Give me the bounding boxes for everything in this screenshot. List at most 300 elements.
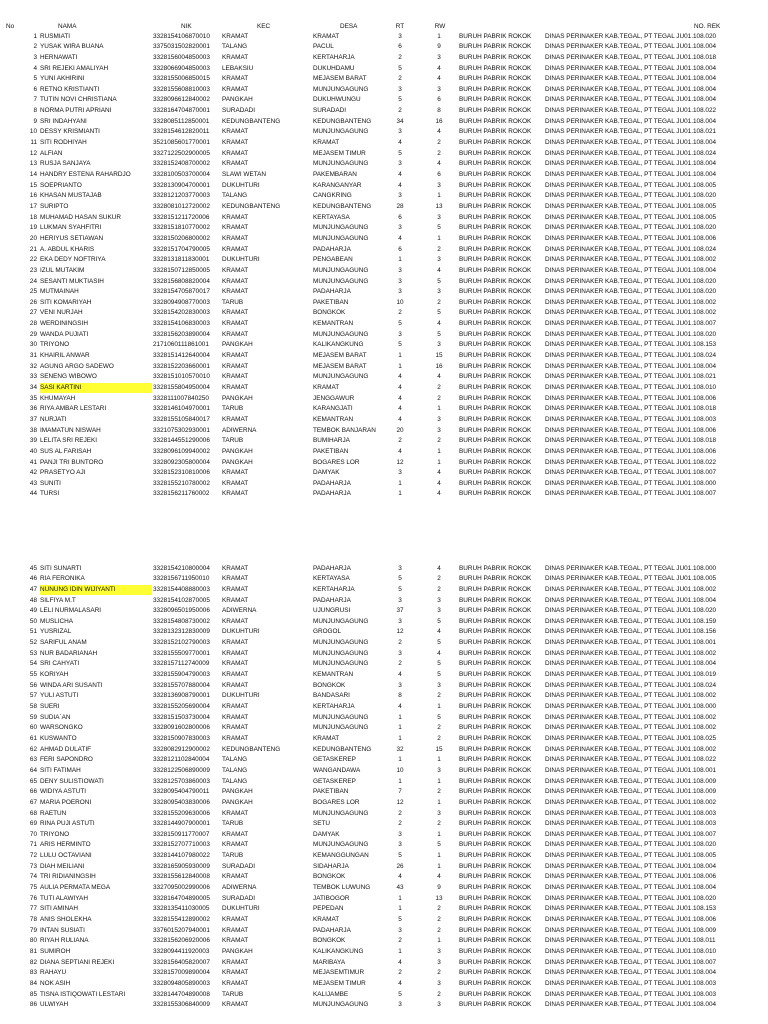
cell-rt: 6 — [398, 43, 402, 51]
cell-rt: 4 — [398, 405, 402, 413]
cell-rw: 5 — [437, 841, 441, 849]
cell-nik: 3328151503730004 — [153, 713, 210, 721]
cell-dinas: DINAS PERINAKER KAB.TEGAL, PT TEGAL JU01.108.005 — [545, 202, 717, 210]
cell-rt: 1 — [398, 490, 402, 498]
cell-rt: 3 — [398, 649, 402, 657]
cell-desa: PADAHARJA — [313, 596, 351, 604]
cell-job: BURUH PABRIK ROKOK — [459, 681, 532, 689]
cell-rt: 3 — [398, 564, 402, 572]
cell-no: 38 — [29, 426, 37, 434]
cell-rt: 3 — [398, 330, 402, 338]
cell-kec: KRAMAT — [222, 564, 249, 572]
table-row — [0, 223, 768, 233]
cell-rt: 5 — [398, 96, 402, 104]
cell-desa: MUNJUNGAGUNG — [313, 809, 369, 817]
cell-rw: 2 — [437, 245, 441, 253]
cell-no: 17 — [29, 202, 37, 210]
cell-kec: TALANG — [222, 777, 248, 785]
cell-rt: 1 — [398, 256, 402, 264]
cell-no: 81 — [29, 947, 37, 955]
cell-rw: 9 — [437, 43, 441, 51]
table-row — [0, 766, 768, 776]
cell-job: BURUH PABRIK ROKOK — [459, 947, 532, 955]
table-row — [0, 723, 768, 733]
cell-no: 39 — [29, 437, 37, 445]
table-row — [0, 170, 768, 180]
cell-kec: KRAMAT — [222, 32, 249, 40]
cell-dinas: DINAS PERINAKER KAB.TEGAL, PT TEGAL JU01.108.002 — [545, 585, 717, 593]
cell-no: 15 — [29, 181, 37, 189]
cell-nama: YUSRIZAL — [40, 628, 72, 636]
cell-rt: 5 — [398, 149, 402, 157]
cell-rt: 2 — [398, 75, 402, 83]
cell-rw: 4 — [437, 160, 441, 168]
cell-rw: 9 — [437, 884, 441, 891]
cell-no: 45 — [29, 564, 37, 572]
cell-job: BURUH PABRIK ROKOK — [459, 341, 532, 349]
cell-nik: 3376015207940001 — [153, 926, 210, 934]
cell-kec: PANGKAH — [222, 447, 253, 455]
table-row — [0, 798, 768, 808]
table-row — [0, 319, 768, 329]
cell-nama: TISNA ISTIQOWATI LESTARI — [40, 990, 126, 998]
cell-nama: SENENG WIBOWO — [40, 373, 97, 381]
cell-nama: RUSJA SANJAYA — [40, 160, 91, 168]
cell-nama: NUR BADARIANAH — [40, 649, 98, 657]
cell-rt: 3 — [398, 128, 402, 136]
cell-job: BURUH PABRIK ROKOK — [459, 894, 532, 902]
cell-no: 40 — [29, 447, 37, 455]
cell-job: BURUH PABRIK ROKOK — [459, 724, 532, 732]
cell-nama: TUTI ALAWIYAH — [40, 894, 88, 902]
cell-rt: 12 — [396, 458, 404, 466]
cell-desa: PADAHARJA — [313, 288, 351, 296]
cell-no: 52 — [29, 639, 37, 646]
cell-dinas: DINAS PERINAKER KAB.TEGAL, PT TEGAL JU01.108.000 — [545, 479, 717, 487]
cell-job: BURUH PABRIK ROKOK — [459, 969, 532, 977]
cell-nik: 3328155306840009 — [153, 1001, 210, 1009]
cell-dinas: DINAS PERINAKER KAB.TEGAL, PT TEGAL JU01.108.002 — [545, 649, 717, 657]
cell-kec: KRAMAT — [222, 639, 249, 646]
cell-rt: 1 — [398, 362, 402, 370]
cell-nama: WARSONGKO — [40, 724, 83, 732]
cell-job: BURUH PABRIK ROKOK — [459, 43, 532, 51]
cell-dinas: DINAS PERINAKER KAB.TEGAL, PT TEGAL JU01.108.018 — [545, 53, 717, 61]
cell-rw: 2 — [437, 575, 441, 583]
cell-rw: 2 — [437, 926, 441, 934]
cell-kec: SLAWI WETAN — [222, 171, 267, 178]
cell-job: BURUH PABRIK ROKOK — [459, 862, 532, 870]
cell-no: 18 — [29, 213, 37, 221]
cell-rw: 5 — [437, 309, 441, 317]
cell-nama: PANJI TRI BUNTORO — [40, 458, 104, 466]
cell-job: BURUH PABRIK ROKOK — [459, 490, 532, 498]
table-row — [0, 436, 768, 446]
cell-rt: 3 — [398, 85, 402, 93]
cell-rw: 5 — [437, 713, 441, 721]
table-row — [0, 819, 768, 829]
cell-kec: KRAMAT — [222, 469, 249, 477]
cell-nik: 3328154408880003 — [153, 585, 210, 593]
cell-job: BURUH PABRIK ROKOK — [459, 1001, 532, 1009]
cell-desa: DUKUHDAMU — [313, 64, 355, 72]
cell-kec: KRAMAT — [222, 649, 249, 657]
cell-rw: 3 — [437, 766, 441, 774]
cell-rw: 1 — [437, 756, 441, 764]
cell-rw: 5 — [437, 660, 441, 668]
cell-kec: KRAMAT — [222, 139, 249, 146]
cell-nik: 3328154202830003 — [153, 309, 210, 317]
cell-no: 50 — [29, 617, 37, 625]
cell-nik: 3328066904850003 — [153, 64, 210, 72]
cell-job: BURUH PABRIK ROKOK — [459, 703, 532, 710]
cell-kec: KRAMAT — [222, 830, 249, 838]
cell-dinas: DINAS PERINAKER KAB.TEGAL, PT TEGAL JU01.108.009 — [545, 788, 717, 796]
cell-nama: MUTMAINAH — [40, 288, 79, 296]
table-row — [0, 851, 768, 861]
cell-rw: 1 — [437, 32, 441, 40]
table-row — [0, 351, 768, 361]
cell-no: 16 — [29, 192, 37, 200]
cell-nik: 3328164704870001 — [153, 107, 210, 114]
table-row — [0, 287, 768, 297]
cell-rw: 2 — [437, 990, 441, 998]
cell-desa: TEMBOK LUWUNG — [313, 884, 371, 891]
cell-dinas: DINAS PERINAKER KAB.TEGAL, PT TEGAL JU01.108.004 — [545, 43, 717, 51]
cell-job: BURUH PABRIK ROKOK — [459, 160, 532, 168]
cell-rt: 26 — [396, 862, 404, 870]
table-row — [0, 479, 768, 489]
cell-kec: TARUB — [222, 852, 244, 859]
cell-kec: KRAMAT — [222, 671, 249, 678]
cell-rw: 13 — [435, 894, 443, 902]
cell-job: BURUH PABRIK ROKOK — [459, 628, 532, 636]
cell-dinas: DINAS PERINAKER KAB.TEGAL, PT TEGAL JU01.108.003 — [545, 809, 717, 817]
cell-dinas: DINAS PERINAKER KAB.TEGAL, PT TEGAL JU01.108.002 — [545, 798, 717, 806]
cell-rt: 3 — [398, 830, 402, 838]
cell-nama: ARIS HERMINTO — [40, 841, 91, 849]
cell-nama: KHUMAYAH — [40, 394, 76, 402]
cell-desa: KRAMAT — [313, 139, 340, 146]
cell-job: BURUH PABRIK ROKOK — [459, 426, 532, 434]
cell-kec: KRAMAT — [222, 703, 249, 710]
cell-desa: MEJASEMTIMUR — [313, 969, 365, 977]
cell-job: BURUH PABRIK ROKOK — [459, 437, 532, 445]
cell-nik: 3328132312830009 — [153, 628, 210, 636]
table-row — [0, 159, 768, 169]
cell-no: 80 — [29, 937, 37, 945]
cell-no: 2 — [33, 43, 37, 51]
cell-job: BURUH PABRIK ROKOK — [459, 139, 532, 146]
cell-no: 61 — [29, 734, 37, 742]
cell-nama: HERIYUS SETIAWAN — [40, 234, 104, 242]
cell-desa: KERTAHARJA — [313, 53, 355, 61]
cell-rt: 4 — [398, 171, 402, 178]
table-row — [0, 53, 768, 63]
cell-rw: 15 — [435, 745, 443, 753]
cell-kec: KRAMAT — [222, 681, 249, 689]
cell-dinas: DINAS PERINAKER KAB.TEGAL, PT TEGAL JU01.108.004 — [545, 596, 717, 604]
cell-nik: 3328155707880004 — [153, 681, 210, 689]
cell-nik: 3328131811830001 — [153, 256, 210, 264]
cell-nama: SILFIYA M.T — [40, 596, 76, 604]
cell-no: 19 — [29, 224, 37, 232]
cell-desa: MUNJUNGAGUNG — [313, 660, 369, 668]
cell-no: 33 — [29, 373, 37, 381]
cell-nik: 3328156004850003 — [153, 53, 210, 61]
table-row — [0, 181, 768, 191]
cell-kec: KRAMAT — [222, 1001, 249, 1009]
cell-nama: WERDININGSIH — [40, 320, 88, 328]
cell-desa: MUNJUNGAGUNG — [313, 649, 369, 657]
cell-nik: 3328100503700004 — [153, 171, 210, 178]
cell-dinas: DINAS PERINAKER KAB.TEGAL, PT TEGAL JU01.108.020 — [545, 330, 717, 338]
cell-rt: 5 — [398, 575, 402, 583]
cell-rt: 5 — [398, 990, 402, 998]
cell-nama: NURJATI — [40, 415, 67, 423]
cell-rw: 3 — [437, 979, 441, 987]
cell-kec: PANGKAH — [222, 394, 253, 402]
cell-nama: SASI KARTINI — [40, 383, 152, 393]
cell-kec: KRAMAT — [222, 373, 249, 381]
cell-rw: 3 — [437, 809, 441, 817]
header-nama: NAMA — [58, 23, 77, 30]
cell-rt: 3 — [398, 596, 402, 604]
cell-rw: 2 — [437, 585, 441, 593]
cell-no: 46 — [29, 575, 37, 583]
cell-rt: 4 — [398, 958, 402, 966]
table-row — [0, 234, 768, 244]
cell-no: 51 — [29, 628, 37, 636]
cell-no: 66 — [29, 788, 37, 796]
cell-desa: KRAMAT — [313, 916, 340, 923]
cell-rt: 4 — [398, 373, 402, 381]
cell-no: 11 — [30, 139, 37, 146]
table-row — [0, 585, 768, 595]
cell-nama: DIANA SEPTIANI REJEKI — [40, 958, 115, 966]
cell-dinas: DINAS PERINAKER KAB.TEGAL, PT TEGAL JU01.108.020 — [545, 277, 717, 285]
cell-no: 10 — [29, 128, 37, 136]
cell-no: 1 — [33, 32, 37, 40]
cell-no: 54 — [29, 660, 37, 668]
cell-desa: PEPEDAN — [313, 905, 344, 913]
cell-no: 7 — [33, 96, 37, 104]
cell-rw: 3 — [437, 1001, 441, 1009]
cell-job: BURUH PABRIK ROKOK — [459, 575, 532, 583]
cell-kec: KRAMAT — [222, 979, 249, 987]
cell-nama: MARIA POERONI — [40, 798, 92, 806]
cell-rt: 32 — [396, 745, 404, 753]
table-row — [0, 138, 768, 148]
cell-no: 60 — [29, 724, 37, 732]
cell-kec: KRAMAT — [222, 937, 249, 945]
cell-kec: KRAMAT — [222, 724, 249, 732]
cell-no: 9 — [33, 117, 37, 125]
cell-nik: 3328152310810006 — [153, 469, 210, 477]
cell-kec: KRAMAT — [222, 160, 249, 168]
table-row — [0, 968, 768, 978]
table-row — [0, 95, 768, 105]
cell-nik: 3328151810770002 — [153, 224, 210, 232]
cell-rt: 4 — [398, 873, 402, 881]
cell-nama: SURIPTO — [40, 202, 69, 210]
cell-nama: EKA DEDY NOFTRIYA — [40, 256, 106, 264]
cell-no: 37 — [29, 415, 37, 423]
table-row — [0, 894, 768, 904]
table-row — [0, 191, 768, 201]
table-row — [0, 447, 768, 457]
cell-kec: KRAMAT — [222, 85, 249, 93]
cell-nik: 3328081012720002 — [153, 202, 210, 210]
table-row — [0, 117, 768, 127]
cell-desa: MEJASEM BARAT — [313, 352, 367, 359]
cell-nama: RAHAYU — [40, 969, 67, 977]
cell-nama: SARIFUL ANAM — [40, 639, 87, 646]
table-row — [0, 362, 768, 372]
cell-job: BURUH PABRIK ROKOK — [459, 447, 532, 455]
cell-no: 62 — [29, 745, 37, 753]
cell-rt: 4 — [398, 139, 402, 146]
cell-nama: YULI ASTUTI — [40, 692, 79, 700]
cell-nik: 3328152102790003 — [153, 639, 210, 646]
table-row — [0, 936, 768, 946]
cell-dinas: DINAS PERINAKER KAB.TEGAL, PT TEGAL JU01.108.004 — [545, 1001, 717, 1009]
table-row — [0, 713, 768, 723]
cell-desa: MEJASEM BARAT — [313, 362, 367, 370]
cell-dinas: DINAS PERINAKER KAB.TEGAL, PT TEGAL JU01.108.010 — [545, 383, 717, 391]
cell-desa: BOGARES LOR — [313, 458, 360, 466]
cell-rt: 3 — [398, 224, 402, 232]
cell-nik: 3328151211720006 — [153, 213, 210, 221]
table-row — [0, 255, 768, 265]
cell-rw: 5 — [437, 671, 441, 678]
cell-rt: 2 — [398, 809, 402, 817]
cell-nik: 3328165905930009 — [153, 862, 210, 870]
cell-desa: PADAHARJA — [313, 479, 351, 487]
table-row — [0, 383, 768, 393]
table-row — [0, 681, 768, 691]
cell-desa: KALIKANGKUNG — [313, 341, 364, 349]
cell-dinas: DINAS PERINAKER KAB.TEGAL, PT TEGAL JU01.108.002 — [545, 309, 717, 317]
cell-desa: KEMANTRAN — [313, 671, 354, 678]
table-row — [0, 245, 768, 255]
cell-nik: 3328150712850005 — [153, 266, 210, 274]
cell-nama: KHASAN MUSTAJAB — [40, 192, 102, 200]
cell-kec: KRAMAT — [222, 234, 249, 242]
cell-job: BURUH PABRIK ROKOK — [459, 32, 532, 40]
cell-nama: SUS AL FARISAH — [40, 447, 92, 455]
cell-rt: 1 — [398, 352, 402, 359]
cell-rw: 3 — [437, 947, 441, 955]
cell-job: BURUH PABRIK ROKOK — [459, 979, 532, 987]
cell-kec: TALANG — [222, 766, 248, 774]
cell-dinas: DINAS PERINAKER KAB.TEGAL, PT TEGAL JU01.108.007 — [545, 830, 717, 838]
cell-nik: 3521085601770001 — [153, 139, 210, 146]
cell-rt: 2 — [398, 639, 402, 646]
cell-dinas: DINAS PERINAKER KAB.TEGAL, PT TEGAL JU01.108.004 — [545, 64, 717, 72]
cell-rw: 6 — [437, 171, 441, 178]
cell-kec: KRAMAT — [222, 266, 249, 274]
cell-kec: DUKUHTURI — [222, 905, 260, 913]
cell-kec: KRAMAT — [222, 873, 249, 881]
cell-dinas: DINAS PERINAKER KAB.TEGAL, PT TEGAL JU01.108.004 — [545, 862, 717, 870]
cell-nama: MUHAMAD HASAN SUKUR — [40, 213, 121, 221]
cell-nik: 3328154612820011 — [153, 128, 210, 136]
cell-rw: 1 — [437, 703, 441, 710]
cell-kec: TALANG — [222, 43, 248, 51]
cell-job: BURUH PABRIK ROKOK — [459, 617, 532, 625]
cell-rw: 2 — [437, 383, 441, 391]
cell-rw: 3 — [437, 607, 441, 615]
cell-kec: KRAMAT — [222, 926, 249, 934]
cell-rw: 3 — [437, 85, 441, 93]
cell-nik: 3328152408700002 — [153, 160, 210, 168]
cell-nama: RUSMIATI — [40, 32, 71, 40]
cell-rw: 3 — [437, 958, 441, 966]
table-row — [0, 394, 768, 404]
cell-no: 47 — [29, 585, 37, 593]
cell-nik: 3328151704790005 — [153, 245, 210, 253]
cell-rt: 5 — [398, 341, 402, 349]
cell-kec: KRAMAT — [222, 330, 249, 338]
cell-no: 31 — [29, 352, 37, 359]
cell-desa: MEJASEM BARAT — [313, 75, 367, 83]
cell-desa: KERTAYASA — [313, 213, 350, 221]
cell-dinas: DINAS PERINAKER KAB.TEGAL, PT TEGAL JU01.108.024 — [545, 149, 717, 157]
cell-nama: RINA PUJI ASTUTI — [40, 820, 95, 828]
table-header — [0, 22, 768, 32]
cell-kec: PANGKAH — [222, 947, 253, 955]
cell-nama: AHMAD DULATIF — [40, 745, 92, 753]
cell-no: 21 — [29, 245, 37, 253]
cell-rt: 10 — [396, 298, 404, 306]
cell-no: 27 — [29, 309, 37, 317]
cell-dinas: DINAS PERINAKER KAB.TEGAL, PT TEGAL JU01.108.003 — [545, 415, 717, 423]
cell-dinas: DINAS PERINAKER KAB.TEGAL, PT TEGAL JU01.108.025 — [545, 734, 717, 742]
cell-no: 28 — [29, 320, 37, 328]
cell-desa: GETASKEREP — [313, 777, 356, 785]
cell-no: 82 — [29, 958, 37, 966]
table-row — [0, 883, 768, 893]
cell-nama: SESANTI MUKTIASIH — [40, 277, 104, 285]
cell-job: BURUH PABRIK ROKOK — [459, 905, 532, 913]
cell-job: BURUH PABRIK ROKOK — [459, 649, 532, 657]
cell-nama: SRI INDAHYANI — [40, 117, 87, 125]
cell-dinas: DINAS PERINAKER KAB.TEGAL, PT TEGAL JU01.108.020 — [545, 607, 717, 615]
header-rt: RT — [395, 23, 405, 30]
cell-rw: 4 — [437, 564, 441, 572]
cell-no: 49 — [29, 607, 37, 615]
cell-nama: TRI RIDIANINGSIH — [40, 873, 96, 881]
cell-nik: 3328157009890004 — [153, 969, 210, 977]
cell-no: 57 — [29, 692, 37, 700]
cell-no: 78 — [29, 916, 37, 923]
cell-rw: 5 — [437, 617, 441, 625]
cell-rt: 34 — [396, 117, 404, 125]
cell-rw: 5 — [437, 277, 441, 285]
cell-rw: 2 — [437, 394, 441, 402]
cell-nama: TURSI — [40, 490, 60, 498]
cell-kec: LEBAKSIU — [222, 64, 254, 72]
cell-desa: PADAHARJA — [313, 564, 351, 572]
cell-nama: AULIA PERMATA MEGA — [40, 884, 111, 891]
table-row — [0, 266, 768, 276]
table-row — [0, 202, 768, 212]
cell-rt: 28 — [396, 202, 404, 210]
cell-rw: 3 — [437, 53, 441, 61]
cell-nama: WIDIYA ASTUTI — [40, 788, 87, 796]
cell-kec: KRAMAT — [222, 320, 249, 328]
